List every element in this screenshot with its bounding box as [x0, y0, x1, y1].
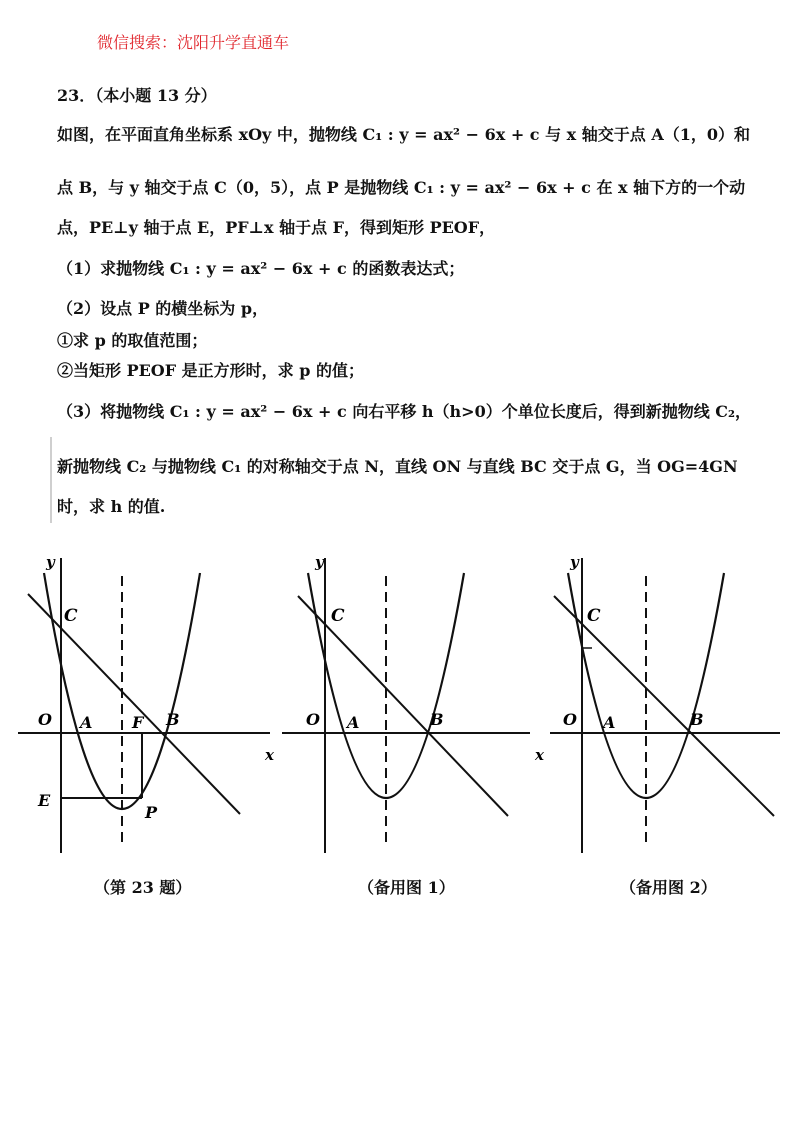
label-c: C	[587, 606, 601, 626]
problem-line-1: 如图，在平面直角坐标系 xOy 中，抛物线 C₁ : y = ax² − 6x + c 与 x 轴交于点 A（1，0）和	[57, 125, 751, 144]
question-3-line-2: 新抛物线 C₂ 与抛物线 C₁ 的对称轴交于点 N，直线 ON 与直线 BC 交于点 G，当 OG=4GN	[57, 457, 738, 476]
figure-backup-1	[262, 548, 530, 858]
label-a: A	[603, 713, 616, 732]
line-bc	[554, 596, 774, 816]
label-o: O	[38, 710, 52, 729]
figure-main	[14, 548, 270, 858]
label-a: A	[347, 713, 360, 732]
problem-line-2: 点 B，与 y 轴交于点 C（0，5），点 P 是抛物线 C₁ : y = ax² − 6x + c 在 x 轴下方的一个动	[57, 178, 746, 197]
question-3-line-1: （3）将抛物线 C₁ : y = ax² − 6x + c 向右平移 h（h>0）个单位长度后，得到新抛物线 C₂，	[57, 402, 752, 421]
label-e: E	[38, 791, 51, 810]
label-y: y	[315, 553, 324, 571]
problem-number: 23．（本小题 13 分）	[57, 86, 217, 105]
question-2-part-1: ①求 p 的取值范围；	[57, 331, 208, 350]
line-bc	[298, 596, 508, 816]
label-x: x	[265, 746, 274, 764]
figure-backup-2	[530, 548, 786, 858]
label-a: A	[80, 713, 93, 732]
caption-backup-2: （备用图 2）	[620, 878, 717, 897]
label-x: x	[535, 746, 544, 764]
label-c: C	[64, 606, 78, 626]
label-c: C	[331, 606, 345, 626]
label-f: F	[132, 713, 144, 732]
label-b: B	[430, 710, 444, 729]
question-2: （2）设点 P 的横坐标为 p，	[57, 299, 269, 318]
label-y: y	[570, 553, 579, 571]
scan-edge-mark	[50, 437, 52, 523]
question-2-part-2: ②当矩形 PEOF 是正方形时，求 p 的值；	[57, 361, 364, 380]
label-b: B	[166, 710, 180, 729]
watermark-text: 微信搜索：沈阳升学直通车	[97, 33, 290, 52]
label-b: B	[690, 710, 704, 729]
label-p: P	[145, 803, 158, 822]
problem-line-3: 点，PE⊥y 轴于点 E，PF⊥x 轴于点 F，得到矩形 PEOF，	[57, 218, 496, 237]
question-3-line-3: 时，求 h 的值.	[57, 497, 166, 516]
line-bc	[28, 594, 240, 814]
caption-main-figure: （第 23 题）	[94, 878, 192, 897]
label-y: y	[46, 553, 55, 571]
label-o: O	[306, 710, 320, 729]
label-o: O	[563, 710, 577, 729]
caption-backup-1: （备用图 1）	[358, 878, 455, 897]
question-1: （1）求抛物线 C₁ : y = ax² − 6x + c 的函数表达式；	[57, 259, 465, 278]
